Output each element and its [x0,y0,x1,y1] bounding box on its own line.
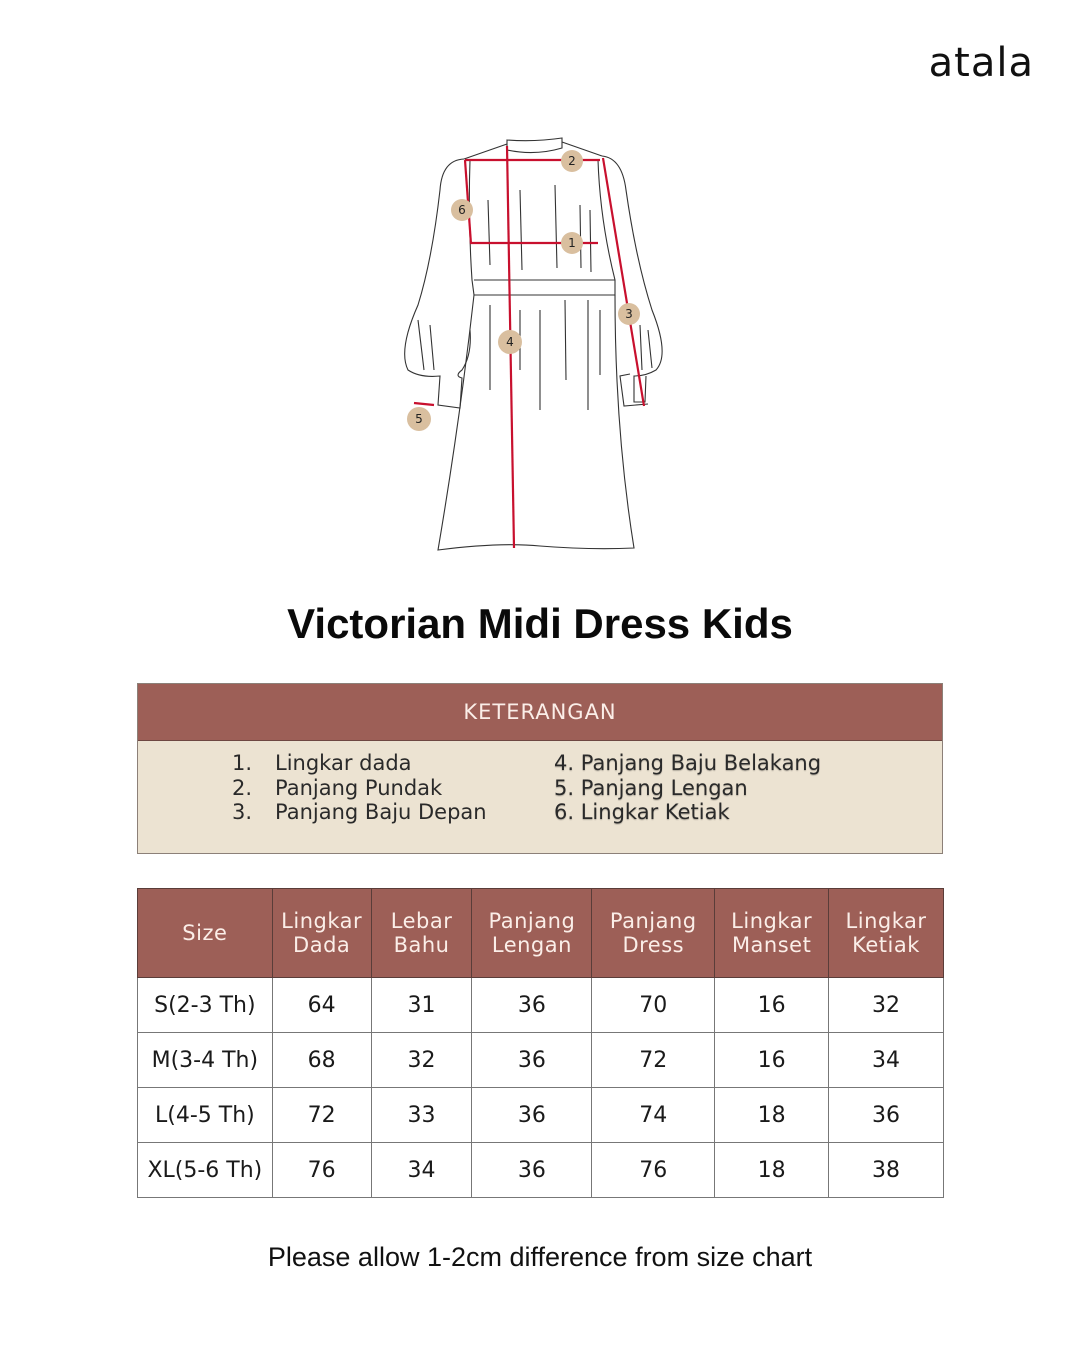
table-cell: 36 [472,1033,592,1088]
table-header-row [138,889,944,978]
legend-header: KETERANGAN [138,684,942,741]
dress-measurement-illustration [390,130,680,560]
header-lingkar-ketiak: Lingkar Ketiak [829,889,944,978]
table-cell: 33 [371,1088,472,1143]
legend-right-column [554,751,821,825]
legend-item-number: 4. [554,751,575,775]
svg-text:4: 4 [506,335,514,349]
table-cell: 16 [715,1033,829,1088]
size-cell: S(2-3 Th) [138,978,273,1033]
svg-text:2: 2 [568,154,576,168]
size-tolerance-note: Please allow 1-2cm difference from size chart [267,1242,813,1272]
table-cell: 38 [829,1143,944,1198]
legend-item [554,800,821,825]
legend-item [230,776,487,801]
header-size: Size [138,889,273,978]
legend-item-label: Panjang Pundak [275,775,443,800]
header-lebar-bahu: Lebar Bahu [371,889,472,978]
legend-item-number: 3. [231,800,252,824]
legend-item-label: Panjang Baju Depan [275,800,487,824]
legend-item-label: Panjang Lengan [580,775,748,800]
table-cell: 34 [371,1143,472,1198]
table-cell: 32 [829,978,944,1033]
legend-item [230,751,487,776]
table-cell: 16 [715,978,829,1033]
table-cell: 70 [592,978,715,1033]
svg-text:5: 5 [415,412,423,426]
table-cell: 76 [592,1143,715,1198]
table-cell: 36 [472,1143,592,1198]
legend-item-label: Lingkar dada [275,751,412,775]
header-panjang-dress: Panjang Dress [592,889,715,978]
table-row [138,1088,944,1143]
legend-item-number: 2. [231,775,252,800]
table-cell: 34 [829,1033,944,1088]
table-cell: 72 [272,1088,371,1143]
table-cell: 76 [272,1143,371,1198]
table-row [138,1143,944,1198]
svg-text:3: 3 [625,307,633,321]
table-cell: 72 [592,1033,715,1088]
measurement-legend [137,683,943,854]
table-row [138,978,944,1033]
legend-item-label: Panjang Baju Belakang [580,751,822,775]
size-chart-table [137,888,944,1198]
svg-text:1: 1 [568,236,576,250]
size-cell: M(3-4 Th) [138,1033,273,1088]
header-lingkar-manset: Lingkar Manset [715,889,829,978]
size-cell: L(4-5 Th) [138,1088,273,1143]
table-row [138,1033,944,1088]
legend-item [554,751,821,776]
table-cell: 36 [472,1088,592,1143]
legend-item [554,776,821,801]
legend-item-number: 6. [554,800,575,824]
header-lingkar-dada: Lingkar Dada [272,889,371,978]
legend-item-label: Lingkar Ketiak [580,800,730,824]
legend-item-number: 1. [231,751,252,775]
svg-text:6: 6 [458,203,466,217]
header-panjang-lengan: Panjang Lengan [472,889,592,978]
table-cell: 74 [592,1088,715,1143]
size-cell: XL(5-6 Th) [138,1143,273,1198]
product-title: Victorian Midi Dress Kids [287,600,793,647]
table-cell: 18 [715,1088,829,1143]
legend-item [230,800,487,825]
table-cell: 64 [272,978,371,1033]
table-cell: 32 [371,1033,472,1088]
brand-logo: atala [928,40,1034,86]
table-cell: 68 [272,1033,371,1088]
table-cell: 36 [472,978,592,1033]
legend-left-column [230,751,487,825]
table-cell: 31 [371,978,472,1033]
table-cell: 18 [715,1143,829,1198]
legend-item-number: 5. [554,775,575,800]
table-cell: 36 [829,1088,944,1143]
